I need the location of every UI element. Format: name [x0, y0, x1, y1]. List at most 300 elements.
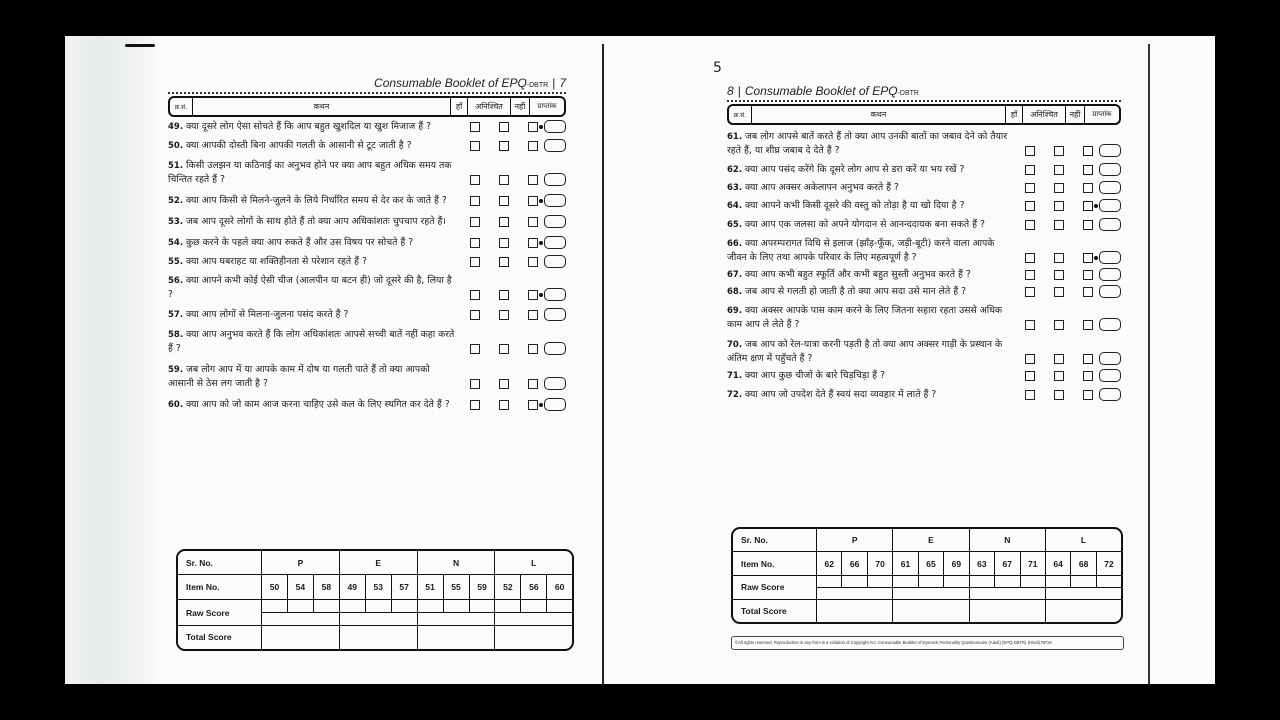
raw-score-sum-cell[interactable] — [339, 613, 417, 626]
score-box[interactable] — [544, 194, 566, 207]
raw-score-cell[interactable] — [495, 600, 521, 613]
answer-options — [470, 215, 566, 228]
item-number-cell: 58 — [313, 575, 339, 600]
question-text: जब लोग आप में या आपके काम में दोष या गलती पाते हैं तो क्या आपको आसानी से ठेस लग जाती है ? — [168, 364, 430, 389]
answer-options — [1025, 352, 1121, 365]
score-marker-dot — [539, 220, 543, 224]
question-text: क्या आप कभी बहुत स्फूर्ति और कभी बहुत सुस्ती अनुभव करते हैं ? — [745, 269, 971, 280]
total-score-row — [178, 625, 572, 649]
answer-options — [1025, 268, 1121, 281]
score-marker-dot — [539, 260, 543, 264]
question-row — [168, 215, 566, 229]
score-table — [178, 551, 572, 649]
answer-options — [470, 398, 566, 411]
uncertain-checkbox[interactable] — [499, 344, 509, 354]
question-text: क्या अपरम्परागत विधि से इलाज (झाँड़-फूँक, जड़ी-बूटी) करने वाला आपके जीवन के लिए तथा आपके परिवार के लिए महत्वपूर्ण है ? — [727, 238, 995, 263]
item-number-cell: 56 — [521, 575, 547, 600]
page-edge-line — [1148, 44, 1150, 684]
item-number-cell: 55 — [443, 575, 469, 600]
no-checkbox[interactable] — [528, 217, 538, 227]
raw-score-cell[interactable] — [391, 600, 417, 613]
yes-checkbox[interactable] — [1025, 220, 1035, 230]
score-marker-dot — [539, 125, 543, 129]
yes-checkbox[interactable] — [1025, 287, 1035, 297]
uncertain-checkbox[interactable] — [1054, 320, 1064, 330]
question-text: जब आप से गलती हो जाती है तो क्या आप सदा उसे मान लेते हैं ? — [745, 286, 967, 297]
no-checkbox[interactable] — [528, 175, 538, 185]
uncertain-checkbox[interactable] — [1054, 270, 1064, 280]
answer-options — [470, 139, 566, 152]
item-number-cell: 51 — [417, 575, 443, 600]
uncertain-checkbox[interactable] — [1054, 390, 1064, 400]
question-number: 67. — [727, 270, 743, 280]
question-number: 60. — [168, 400, 184, 410]
raw-score-cell[interactable] — [969, 575, 994, 587]
score-box[interactable] — [544, 120, 566, 133]
uncertain-checkbox[interactable] — [1054, 146, 1064, 156]
question-list — [727, 130, 1121, 402]
raw-score-cell[interactable] — [944, 575, 969, 587]
score-marker-dot — [539, 403, 543, 407]
question-text: क्या आपने कभी किसी दूसरे की वस्तु को तोड़ा है या खो दिया है ? — [745, 200, 965, 211]
right-page — [727, 84, 1121, 402]
item-number-cell: 65 — [918, 552, 943, 576]
question-text: क्या आप कुछ चीजों के बारे चिड़चिड़ा हैं ? — [745, 370, 886, 381]
no-checkbox[interactable] — [528, 344, 538, 354]
score-marker-dot — [539, 313, 543, 317]
question-number: 54. — [168, 238, 184, 248]
question-text: क्या आप एक जलसा को अपने योगदान से आनन्ददायक बना सकते हैं ? — [745, 219, 985, 230]
raw-score-cell[interactable] — [1096, 575, 1121, 587]
raw-score-cell[interactable] — [339, 600, 365, 613]
uncertain-checkbox[interactable] — [499, 217, 509, 227]
question-text: क्या आप अक्सर अकेलापन अनुभव करते हैं ? — [745, 182, 899, 193]
score-box[interactable] — [1099, 285, 1121, 298]
no-checkbox[interactable] — [1083, 146, 1093, 156]
group-header-row — [733, 529, 1121, 552]
answer-options — [470, 194, 566, 207]
no-checkbox[interactable] — [1083, 270, 1093, 280]
col-statement: कथन — [193, 98, 451, 115]
question-number: 51. — [168, 161, 184, 171]
sr-no-label: Sr. No. — [733, 529, 817, 552]
question-number: 53. — [168, 217, 184, 227]
item-no-label: Item No. — [733, 552, 817, 576]
question-number: 69. — [727, 306, 743, 316]
uncertain-checkbox[interactable] — [1054, 201, 1064, 211]
raw-score-cell[interactable] — [469, 600, 495, 613]
yes-checkbox[interactable] — [470, 141, 480, 151]
yes-checkbox[interactable] — [470, 344, 480, 354]
question-number: 52. — [168, 196, 184, 206]
col-score: प्राप्तांक — [537, 102, 557, 110]
right-score-table — [731, 527, 1123, 624]
yes-checkbox[interactable] — [1025, 320, 1035, 330]
no-checkbox[interactable] — [1083, 253, 1093, 263]
score-box[interactable] — [1099, 318, 1121, 331]
raw-score-cell[interactable] — [893, 575, 918, 587]
raw-score-sum-cell[interactable] — [817, 587, 893, 599]
question-row — [727, 199, 1121, 213]
score-box[interactable] — [544, 377, 566, 390]
page-shadow — [65, 36, 155, 684]
total-score-cell[interactable] — [817, 599, 893, 622]
raw-score-cell[interactable] — [443, 600, 469, 613]
copyright-footer: ©All rights reserved. Reproduction in any form is a violation of Copyright Act. Consumable Booklet of Eysenck Personality Questionnaire (Adult) (EPQ-DBTR) (Hindi) RP19 — [731, 636, 1124, 650]
running-header — [168, 76, 566, 91]
question-row — [727, 218, 1121, 232]
raw-score-cell[interactable] — [262, 600, 288, 613]
question-number: 62. — [727, 165, 743, 175]
running-header — [727, 84, 1121, 99]
uncertain-checkbox[interactable] — [499, 290, 509, 300]
question-row — [168, 255, 566, 269]
raw-score-cell[interactable] — [995, 575, 1020, 587]
question-number: 55. — [168, 257, 184, 267]
yes-checkbox[interactable] — [1025, 165, 1035, 175]
no-checkbox[interactable] — [1083, 165, 1093, 175]
item-number-cell: 60 — [547, 575, 572, 600]
question-text: क्या आप जो उपदेश देते हैं स्वयं सदा व्यवहार में लाते हैं ? — [745, 389, 937, 400]
yes-checkbox[interactable] — [470, 379, 480, 389]
column-header-row — [168, 96, 566, 117]
answer-options — [470, 255, 566, 268]
raw-score-cell[interactable] — [918, 575, 943, 587]
total-score-cell[interactable] — [1045, 599, 1121, 622]
group-n-header: N — [969, 529, 1045, 552]
score-box[interactable] — [1099, 163, 1121, 176]
score-marker-dot — [1094, 204, 1098, 208]
total-score-cell[interactable] — [339, 625, 417, 649]
no-checkbox[interactable] — [1083, 371, 1093, 381]
answer-options — [1025, 369, 1121, 382]
score-box[interactable] — [1099, 251, 1121, 264]
answer-options — [1025, 163, 1121, 176]
uncertain-checkbox[interactable] — [499, 379, 509, 389]
answer-options — [1025, 199, 1121, 212]
dotted-rule — [727, 100, 1121, 102]
raw-score-cell[interactable] — [417, 600, 443, 613]
question-text: क्या आप घबराहट या शक्तिहीनता से परेशान रहते हैं ? — [186, 256, 368, 267]
yes-checkbox[interactable] — [470, 257, 480, 267]
score-box[interactable] — [544, 173, 566, 186]
yes-checkbox[interactable] — [470, 238, 480, 248]
item-number-cell: 57 — [391, 575, 417, 600]
uncertain-checkbox[interactable] — [499, 122, 509, 132]
col-uncertain: अनिश्चित — [468, 98, 511, 115]
yes-checkbox[interactable] — [1025, 253, 1035, 263]
group-e-header: E — [339, 551, 417, 575]
answer-options — [470, 377, 566, 390]
question-number: 65. — [727, 220, 743, 230]
no-checkbox[interactable] — [528, 196, 538, 206]
item-number-cell: 67 — [995, 552, 1020, 576]
group-e-header: E — [893, 529, 969, 552]
question-number: 63. — [727, 183, 743, 193]
raw-score-cell[interactable] — [365, 600, 391, 613]
column-header-row — [727, 104, 1121, 125]
total-score-cell[interactable] — [262, 625, 340, 649]
yes-checkbox[interactable] — [1025, 371, 1035, 381]
score-box[interactable] — [544, 288, 566, 301]
question-number: 68. — [727, 287, 743, 297]
yes-checkbox[interactable] — [1025, 270, 1035, 280]
raw-score-row — [733, 575, 1121, 587]
score-box[interactable] — [1099, 181, 1121, 194]
booklet-title: Consumable Booklet of EPQ — [374, 76, 527, 90]
raw-score-cell[interactable] — [1020, 575, 1045, 587]
raw-score-cell[interactable] — [817, 575, 842, 587]
raw-score-label: Raw Score — [733, 575, 817, 599]
question-row — [168, 120, 566, 134]
score-box[interactable] — [1099, 268, 1121, 281]
question-text: जब लोग आपसे बातें करते हैं तो क्या आप उनकी बातों का जबाव देने को तैयार रहते हैं, या शीघ्र जबाब दे देते हैं ? — [727, 131, 1008, 156]
item-number-cell: 52 — [495, 575, 521, 600]
item-number-cell: 50 — [262, 575, 288, 600]
no-checkbox[interactable] — [1083, 220, 1093, 230]
yes-checkbox[interactable] — [1025, 183, 1035, 193]
no-checkbox[interactable] — [528, 379, 538, 389]
item-number-cell: 64 — [1045, 552, 1070, 576]
uncertain-checkbox[interactable] — [499, 141, 509, 151]
question-text: क्या अक्सर आपके पास काम करने के लिए जितना सहारा रहता उससे अधिक काम आप ले लेते हैं ? — [727, 305, 1003, 330]
raw-score-row — [178, 600, 572, 613]
raw-score-sum-cell[interactable] — [495, 613, 572, 626]
question-row — [168, 398, 566, 412]
booklet-title: Consumable Booklet of EPQ — [744, 84, 898, 98]
uncertain-checkbox[interactable] — [499, 400, 509, 410]
no-checkbox[interactable] — [1083, 320, 1093, 330]
raw-score-sum-cell[interactable] — [1045, 587, 1121, 599]
yes-checkbox[interactable] — [1025, 390, 1035, 400]
score-marker-dot — [1094, 168, 1098, 172]
score-marker-dot — [539, 347, 543, 351]
uncertain-checkbox[interactable] — [1054, 354, 1064, 364]
total-score-cell[interactable] — [893, 599, 969, 622]
item-number-cell: 53 — [365, 575, 391, 600]
separator: | — [552, 76, 556, 90]
page-number: 8 — [727, 84, 734, 98]
score-marker-dot — [539, 293, 543, 297]
no-checkbox[interactable] — [528, 257, 538, 267]
question-number: 70. — [727, 340, 743, 350]
no-checkbox[interactable] — [1083, 287, 1093, 297]
question-number: 49. — [168, 122, 184, 132]
no-checkbox[interactable] — [1083, 390, 1093, 400]
answer-options — [470, 342, 566, 355]
total-score-cell[interactable] — [495, 625, 572, 649]
score-marker-dot — [539, 199, 543, 203]
question-text: किसी उलझन या कठिनाई का अनुभव होने पर क्या आप बहुत अधिक समय तक चिन्तित रहते हैं ? — [168, 160, 452, 185]
score-marker-dot — [539, 144, 543, 148]
question-text: क्या आप किसी से मिलने-जुलने के लिये निर्धारित समय से देर कर के जाते हैं ? — [186, 195, 447, 206]
score-box[interactable] — [544, 139, 566, 152]
yes-checkbox[interactable] — [470, 217, 480, 227]
question-row — [168, 159, 566, 187]
question-row — [168, 328, 566, 356]
question-row — [168, 308, 566, 322]
total-score-cell[interactable] — [417, 625, 495, 649]
raw-score-cell[interactable] — [313, 600, 339, 613]
separator: | — [737, 84, 741, 98]
uncertain-checkbox[interactable] — [499, 257, 509, 267]
answer-options — [470, 308, 566, 321]
score-marker-dot — [1094, 186, 1098, 190]
score-marker-dot — [1094, 393, 1098, 397]
answer-options — [1025, 251, 1121, 264]
answer-options — [1025, 285, 1121, 298]
raw-score-cell[interactable] — [521, 600, 547, 613]
score-box[interactable] — [1099, 369, 1121, 382]
col-serial: क्र.सं. — [729, 106, 752, 123]
item-number-cell: 69 — [944, 552, 969, 576]
raw-score-sum-cell[interactable] — [969, 587, 1045, 599]
score-box[interactable] — [544, 255, 566, 268]
raw-score-sum-cell[interactable] — [893, 587, 969, 599]
answer-options — [1025, 388, 1121, 401]
raw-score-cell[interactable] — [1071, 575, 1096, 587]
left-page — [168, 76, 566, 412]
total-score-row — [733, 599, 1121, 622]
uncertain-checkbox[interactable] — [1054, 220, 1064, 230]
raw-score-sum-cell[interactable] — [262, 613, 340, 626]
uncertain-checkbox[interactable] — [499, 175, 509, 185]
score-box[interactable] — [1099, 352, 1121, 365]
item-number-cell: 61 — [893, 552, 918, 576]
group-p-header: P — [817, 529, 893, 552]
uncertain-checkbox[interactable] — [499, 238, 509, 248]
yes-checkbox[interactable] — [470, 196, 480, 206]
yes-checkbox[interactable] — [1025, 146, 1035, 156]
score-box[interactable] — [544, 398, 566, 411]
question-row — [168, 236, 566, 250]
item-number-cell: 63 — [969, 552, 994, 576]
item-number-cell: 71 — [1020, 552, 1045, 576]
question-number: 58. — [168, 330, 184, 340]
answer-options — [470, 120, 566, 133]
question-row — [727, 369, 1121, 383]
no-checkbox[interactable] — [528, 141, 538, 151]
uncertain-checkbox[interactable] — [499, 196, 509, 206]
score-marker-dot — [539, 178, 543, 182]
group-p-header: P — [262, 551, 340, 575]
handwritten-mark: 5 — [713, 60, 722, 76]
item-number-cell: 70 — [867, 552, 892, 576]
no-checkbox[interactable] — [1083, 201, 1093, 211]
score-marker-dot — [1094, 357, 1098, 361]
yes-checkbox[interactable] — [470, 400, 480, 410]
uncertain-checkbox[interactable] — [1054, 371, 1064, 381]
yes-checkbox[interactable] — [470, 290, 480, 300]
no-checkbox[interactable] — [528, 290, 538, 300]
raw-score-cell[interactable] — [867, 575, 892, 587]
raw-score-cell[interactable] — [1045, 575, 1070, 587]
no-checkbox[interactable] — [528, 122, 538, 132]
score-box[interactable] — [544, 215, 566, 228]
score-box[interactable] — [1099, 388, 1121, 401]
question-row — [727, 237, 1121, 265]
question-row — [168, 194, 566, 208]
no-checkbox[interactable] — [528, 310, 538, 320]
left-score-table — [176, 549, 574, 651]
item-number-cell: 49 — [339, 575, 365, 600]
score-marker-dot — [1094, 273, 1098, 277]
page-number: 7 — [559, 76, 566, 90]
question-number: 61. — [727, 132, 743, 142]
group-l-header: L — [495, 551, 572, 575]
answer-options — [1025, 318, 1121, 331]
score-marker-dot — [1094, 374, 1098, 378]
question-row — [168, 139, 566, 153]
col-no: नहीं — [1066, 106, 1085, 123]
question-number: 64. — [727, 201, 743, 211]
uncertain-checkbox[interactable] — [499, 310, 509, 320]
score-box[interactable] — [544, 308, 566, 321]
no-checkbox[interactable] — [528, 238, 538, 248]
question-text: क्या आपने कभी कोई ऐसी चीज (आलपीन या बटन ही) जो दूसरे की है, लिया है ? — [168, 275, 452, 300]
yes-checkbox[interactable] — [470, 122, 480, 132]
question-row — [727, 130, 1121, 158]
col-yes: हाँ — [1006, 106, 1023, 123]
item-number-cell: 68 — [1071, 552, 1096, 576]
yes-checkbox[interactable] — [470, 310, 480, 320]
raw-score-cell[interactable] — [287, 600, 313, 613]
item-number-cell: 59 — [469, 575, 495, 600]
uncertain-checkbox[interactable] — [1054, 183, 1064, 193]
raw-score-cell[interactable] — [842, 575, 867, 587]
score-box[interactable] — [1099, 199, 1121, 212]
score-marker-dot — [1094, 223, 1098, 227]
question-row — [727, 304, 1121, 332]
dotted-rule — [168, 92, 566, 94]
yes-checkbox[interactable] — [1025, 354, 1035, 364]
score-marker-dot — [1094, 256, 1098, 260]
uncertain-checkbox[interactable] — [1054, 165, 1064, 175]
question-text: क्या आपकी दोस्ती बिना आपकी गलती के आसानी से टूट जाती है ? — [186, 140, 412, 151]
total-score-cell[interactable] — [969, 599, 1045, 622]
question-text: जब आप दूसरे लोगों के साथ होते हैं तो क्या आप अधिकांशतः चुपचाप रहते हैं। — [186, 216, 446, 227]
answer-options — [1025, 144, 1121, 157]
question-row — [727, 285, 1121, 299]
yes-checkbox[interactable] — [1025, 201, 1035, 211]
yes-checkbox[interactable] — [470, 175, 480, 185]
no-checkbox[interactable] — [528, 400, 538, 410]
question-text: क्या दूसरे लोग ऐसा सोचते हैं कि आप बहुत खुशदिल या खुश मिजाज हैं ? — [186, 121, 432, 132]
col-uncertain: अनिश्चित — [1023, 106, 1066, 123]
question-text: क्या आप अनुभव करते हैं कि लोग अधिकांशतः आपसे सच्ची बातें नहीं कहा करते हैं ? — [168, 329, 455, 354]
question-row — [727, 181, 1121, 195]
no-checkbox[interactable] — [1083, 183, 1093, 193]
score-box[interactable] — [544, 342, 566, 355]
score-box[interactable] — [544, 236, 566, 249]
question-number: 57. — [168, 310, 184, 320]
col-yes: हाँ — [451, 98, 468, 115]
question-number: 56. — [168, 276, 184, 286]
score-table — [733, 529, 1121, 622]
score-box[interactable] — [1099, 218, 1121, 231]
question-text: कुछ करने के पहले क्या आप रुकते हैं और उस विषय पर सोचते हैं ? — [186, 237, 414, 248]
no-checkbox[interactable] — [1083, 354, 1093, 364]
uncertain-checkbox[interactable] — [1054, 253, 1064, 263]
uncertain-checkbox[interactable] — [1054, 287, 1064, 297]
score-marker-dot — [1094, 149, 1098, 153]
score-box[interactable] — [1099, 144, 1121, 157]
score-marker-dot — [539, 382, 543, 386]
raw-score-sum-cell[interactable] — [417, 613, 495, 626]
answer-options — [470, 173, 566, 186]
score-marker-dot — [1094, 290, 1098, 294]
raw-score-cell[interactable] — [547, 600, 572, 613]
